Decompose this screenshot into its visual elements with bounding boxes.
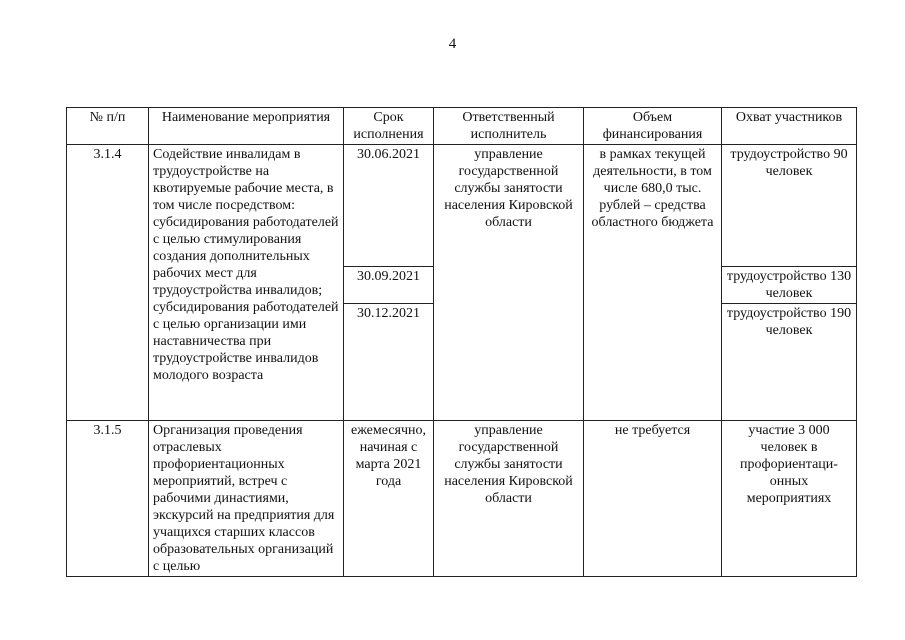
header-deadline: Срок исполнения: [344, 108, 434, 145]
row-coverage: участие 3 000 человек в профориентаци-онных мероприятиях: [722, 421, 857, 577]
row-deadline: 30.12.2021: [344, 304, 434, 421]
header-responsible: Ответственный исполнитель: [434, 108, 584, 145]
row-coverage: трудоустройство 130 человек: [722, 267, 857, 304]
row-deadline: ежемесячно, начиная с марта 2021 года: [344, 421, 434, 577]
row-responsible: управление государственной службы занятости населения Кировской области: [434, 145, 584, 421]
table-row: [67, 145, 857, 267]
header-coverage: Охват участников: [722, 108, 857, 145]
row-deadline: 30.09.2021: [344, 267, 434, 304]
row-num: 3.1.5: [67, 421, 149, 577]
action-plan-table: [66, 107, 857, 577]
table-header-row: [67, 108, 857, 145]
header-num: № п/п: [67, 108, 149, 145]
header-name: Наименование мероприятия: [149, 108, 344, 145]
row-funding: не требуется: [584, 421, 722, 577]
row-deadline: 30.06.2021: [344, 145, 434, 267]
row-num: 3.1.4: [67, 145, 149, 421]
row-coverage: трудоустройство 90 человек: [722, 145, 857, 267]
row-funding: в рамках текущей деятельности, в том числе 680,0 тыс. рублей – средства областного бюджета: [584, 145, 722, 421]
row-name: Организация проведения отраслевых профориентационных мероприятий, встреч с рабочими династиями, экскурсий на предприятия для учащихся старших классов образовательных организаций с целью: [149, 421, 344, 577]
row-name: Содействие инвалидам в трудоустройстве на квотируемые рабочие места, в том числе посредством: субсидирования работодателей с целью стимулирования создания дополнительных рабочих мест для трудоустройства инвалидов; субсидирования работодателей с целью организации ими наставничества при трудоустройстве инвалидов молодого возраста: [149, 145, 344, 421]
table-row: [67, 421, 857, 577]
header-funding: Объем финансирования: [584, 108, 722, 145]
page-number: 4: [448, 36, 457, 52]
row-responsible: управление государственной службы занятости населения Кировской области: [434, 421, 584, 577]
row-coverage: трудоустройство 190 человек: [722, 304, 857, 421]
